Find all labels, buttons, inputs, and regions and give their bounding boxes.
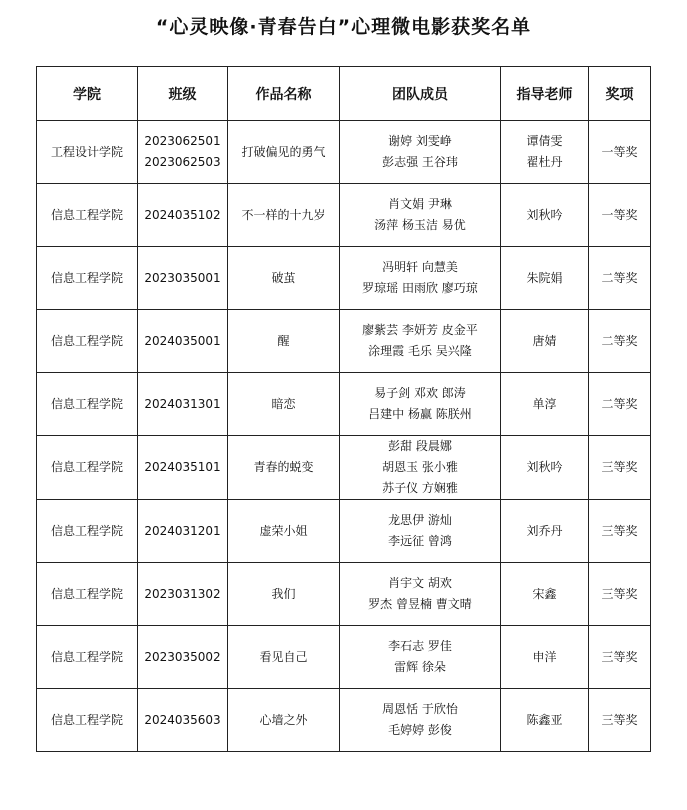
team-members-cell-line: 罗杰 曾昱楠 曹文晴 — [368, 597, 472, 611]
award-cell: 一等奖 — [589, 184, 651, 247]
table-body — [37, 121, 651, 752]
class-cell-line: 2023035002 — [144, 649, 221, 664]
class-cell — [138, 563, 228, 626]
college-cell: 信息工程学院 — [37, 563, 138, 626]
table-row — [37, 247, 651, 310]
advisor-cell — [501, 310, 589, 373]
table-row — [37, 626, 651, 689]
advisor-cell — [501, 563, 589, 626]
advisor-cell-line: 刘秋吟 — [526, 460, 563, 474]
class-cell — [138, 373, 228, 436]
table-row — [37, 121, 651, 184]
table-row — [37, 563, 651, 626]
team-members-cell-line: 罗琼瑶 田雨欣 廖巧琼 — [362, 281, 478, 295]
award-cell: 二等奖 — [589, 310, 651, 373]
advisor-cell-line: 申洋 — [532, 649, 557, 664]
advisor-cell — [501, 373, 589, 436]
award-cell: 二等奖 — [589, 247, 651, 310]
awards-table — [36, 66, 651, 752]
advisor-cell — [501, 436, 589, 500]
team-members-cell — [340, 184, 501, 247]
team-members-cell-line: 彭志强 王谷玮 — [382, 155, 458, 169]
table-row — [37, 689, 651, 752]
work-title-cell: 打破偏见的勇气 — [228, 121, 340, 184]
work-title-cell: 暗恋 — [228, 373, 340, 436]
advisor-cell — [501, 689, 589, 752]
advisor-cell — [501, 121, 589, 184]
team-members-cell-line: 李石志 罗佳 — [388, 639, 452, 653]
work-title-cell: 破茧 — [228, 247, 340, 310]
header-advisor: 指导老师 — [501, 67, 589, 121]
header-class: 班级 — [138, 67, 228, 121]
team-members-cell-line: 毛婷婷 彭俊 — [388, 723, 452, 737]
class-cell — [138, 500, 228, 563]
class-cell — [138, 247, 228, 310]
table-row — [37, 373, 651, 436]
team-members-cell-line: 苏子仪 方娴雅 — [382, 481, 458, 495]
team-members-cell-line: 龙思伊 游灿 — [388, 513, 452, 527]
advisor-cell-line: 单淳 — [532, 396, 557, 411]
class-cell-line: 2024035102 — [144, 207, 221, 222]
team-members-cell — [340, 689, 501, 752]
team-members-cell-line: 胡恩玉 张小雅 — [382, 460, 458, 474]
class-cell-line: 2024031201 — [144, 523, 221, 538]
work-title-cell: 醒 — [228, 310, 340, 373]
work-title-cell: 心墙之外 — [228, 689, 340, 752]
college-cell: 信息工程学院 — [37, 689, 138, 752]
team-members-cell — [340, 121, 501, 184]
advisor-cell — [501, 500, 589, 563]
team-members-cell-line: 李远征 曾鸿 — [388, 534, 452, 548]
team-members-cell — [340, 436, 501, 500]
team-members-cell-line: 涂理霞 毛乐 吴兴隆 — [368, 344, 472, 358]
advisor-cell-line: 陈鑫亚 — [526, 712, 563, 727]
work-title-cell: 虚荣小姐 — [228, 500, 340, 563]
team-members-cell-line: 肖宇文 胡欢 — [388, 576, 452, 590]
advisor-cell-line: 谭倩雯 — [526, 134, 563, 148]
team-members-cell — [340, 310, 501, 373]
class-cell-line: 2023062501 — [144, 134, 221, 148]
class-cell-line: 2024035603 — [144, 712, 221, 727]
college-cell: 信息工程学院 — [37, 500, 138, 563]
table-row — [37, 500, 651, 563]
team-members-cell-line: 周恩恬 于欣怡 — [382, 702, 458, 716]
class-cell — [138, 436, 228, 500]
team-members-cell — [340, 563, 501, 626]
team-members-cell — [340, 373, 501, 436]
header-team-members: 团队成员 — [340, 67, 501, 121]
team-members-cell-line: 彭甜 段晨娜 — [388, 439, 452, 453]
table-row — [37, 184, 651, 247]
class-cell — [138, 121, 228, 184]
team-members-cell-line: 廖紫芸 李妍芳 皮金平 — [362, 323, 478, 337]
team-members-cell — [340, 247, 501, 310]
class-cell — [138, 689, 228, 752]
advisor-cell-line: 朱院娟 — [526, 270, 563, 285]
class-cell-line: 2023062503 — [144, 155, 221, 169]
work-title-cell: 青春的蜕变 — [228, 436, 340, 500]
college-cell: 信息工程学院 — [37, 373, 138, 436]
award-cell: 二等奖 — [589, 373, 651, 436]
table-row — [37, 436, 651, 500]
college-cell: 信息工程学院 — [37, 247, 138, 310]
award-cell: 三等奖 — [589, 689, 651, 752]
table-header-row — [37, 67, 651, 121]
award-cell: 三等奖 — [589, 436, 651, 500]
advisor-cell-line: 刘乔丹 — [526, 523, 563, 538]
header-college: 学院 — [37, 67, 138, 121]
header-award: 奖项 — [589, 67, 651, 121]
class-cell-line: 2024035001 — [144, 333, 221, 348]
team-members-cell-line: 雷辉 徐朵 — [394, 660, 446, 674]
award-cell: 三等奖 — [589, 500, 651, 563]
award-cell: 一等奖 — [589, 121, 651, 184]
page-title: “心灵映像·青春告白”心理微电影获奖名单 — [155, 16, 532, 38]
class-cell — [138, 310, 228, 373]
award-cell: 三等奖 — [589, 626, 651, 689]
college-cell: 信息工程学院 — [37, 436, 138, 500]
team-members-cell-line: 肖文娟 尹琳 — [388, 197, 452, 211]
class-cell-line: 2023031302 — [144, 586, 221, 601]
team-members-cell-line: 易子剑 邓欢 郎涛 — [374, 386, 466, 400]
team-members-cell-line: 谢婷 刘雯峥 — [388, 134, 452, 148]
college-cell: 工程设计学院 — [37, 121, 138, 184]
advisor-cell — [501, 184, 589, 247]
advisor-cell — [501, 247, 589, 310]
class-cell — [138, 626, 228, 689]
work-title-cell: 不一样的十九岁 — [228, 184, 340, 247]
work-title-cell: 看见自己 — [228, 626, 340, 689]
advisor-cell-line: 唐婧 — [532, 333, 557, 348]
table-row — [37, 310, 651, 373]
college-cell: 信息工程学院 — [37, 310, 138, 373]
team-members-cell-line: 冯明轩 向慧美 — [382, 260, 458, 274]
award-cell: 三等奖 — [589, 563, 651, 626]
work-title-cell: 我们 — [228, 563, 340, 626]
class-cell-line: 2024035101 — [144, 460, 221, 474]
class-cell — [138, 184, 228, 247]
team-members-cell — [340, 626, 501, 689]
advisor-cell-line: 宋鑫 — [532, 586, 557, 601]
advisor-cell-line: 刘秋吟 — [526, 207, 563, 222]
advisor-cell — [501, 626, 589, 689]
team-members-cell-line: 吕建中 杨赢 陈朕州 — [368, 407, 472, 421]
team-members-cell-line: 汤萍 杨玉洁 易优 — [374, 218, 466, 232]
class-cell-line: 2024031301 — [144, 396, 221, 411]
advisor-cell-line: 翟杜丹 — [526, 155, 563, 169]
college-cell: 信息工程学院 — [37, 184, 138, 247]
class-cell-line: 2023035001 — [144, 270, 221, 285]
team-members-cell — [340, 500, 501, 563]
header-work-title: 作品名称 — [228, 67, 340, 121]
college-cell: 信息工程学院 — [37, 626, 138, 689]
